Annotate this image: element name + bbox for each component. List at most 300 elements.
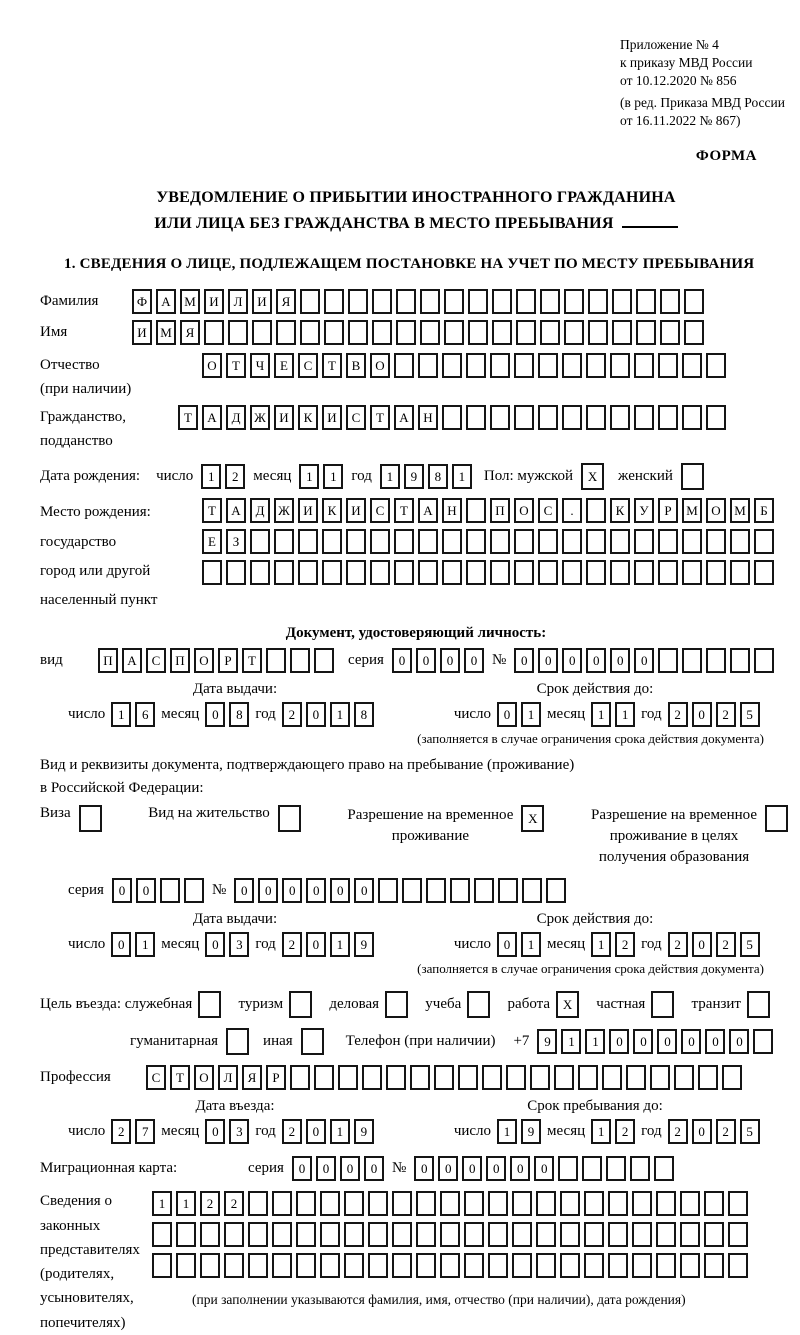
purpose-study-checkbox — [467, 991, 490, 1018]
form-cell — [582, 1156, 602, 1181]
entry-purpose-row — [40, 991, 770, 1018]
form-cell — [538, 405, 558, 430]
form-cell: 6 — [135, 702, 155, 727]
temp-residence-edu-option — [591, 805, 788, 868]
form-cell — [674, 1065, 694, 1090]
form-cell: 1 — [497, 1119, 517, 1144]
purpose-other-checkbox — [301, 1028, 324, 1055]
form-cell — [706, 529, 726, 554]
representatives-label-line2: законных — [40, 1217, 101, 1234]
form-cell — [586, 405, 606, 430]
given-name-cells — [132, 320, 704, 345]
form-cell: 0 — [462, 1156, 482, 1181]
form-cell — [160, 878, 180, 903]
temp-residence-edu-label-line3: получения образования — [598, 849, 750, 866]
phone-prefix: +7 — [513, 1033, 530, 1050]
visa-option — [40, 805, 102, 832]
form-cell: 0 — [586, 648, 606, 673]
form-cell: М — [730, 498, 750, 523]
doc-date-headers — [40, 681, 792, 698]
form-cell — [248, 1253, 268, 1278]
form-cell — [564, 289, 584, 314]
form-cell: Б — [754, 498, 774, 523]
given-name-label: Имя — [40, 324, 68, 341]
form-cell — [706, 405, 726, 430]
form-cell: П — [490, 498, 510, 523]
birth-month-cells — [299, 464, 343, 489]
doc-dates-row — [40, 702, 792, 727]
form-cell — [338, 1065, 358, 1090]
form-cell: О — [514, 498, 534, 523]
form-cell: Я — [180, 320, 200, 345]
phone-cells — [537, 1029, 773, 1054]
form-cell — [322, 560, 342, 585]
form-cell — [396, 320, 416, 345]
form-cell — [562, 529, 582, 554]
form-cell: 2 — [668, 932, 688, 957]
purpose-business-label: деловая — [329, 996, 380, 1013]
form-cell — [684, 289, 704, 314]
form-cell: 0 — [330, 878, 350, 903]
form-cell: 0 — [705, 1029, 725, 1054]
form-cell — [224, 1253, 244, 1278]
form-cell — [370, 560, 390, 585]
temp-residence-edu-label-line1: Разрешение на временное — [591, 807, 757, 824]
identity-doc-heading: Документ, удостоверяющий личность: — [285, 625, 547, 642]
doc-series-cells — [392, 648, 484, 673]
form-cell — [394, 353, 414, 378]
form-cell: Н — [418, 405, 438, 430]
form-cell: 1 — [299, 464, 319, 489]
form-cell: А — [202, 405, 222, 430]
form-cell — [706, 353, 726, 378]
citizenship-row — [40, 405, 792, 453]
form-cell: 1 — [521, 932, 541, 957]
form-cell — [418, 560, 438, 585]
form-cell — [634, 560, 654, 585]
form-cell — [606, 1156, 626, 1181]
form-cell — [416, 1253, 436, 1278]
purpose-official-checkbox — [198, 991, 221, 1018]
temp-residence-label — [347, 805, 513, 847]
form-cell: 0 — [316, 1156, 336, 1181]
form-cell: А — [156, 289, 176, 314]
form-cell — [602, 1065, 622, 1090]
form-cell: 0 — [205, 1119, 225, 1144]
form-cell: С — [538, 498, 558, 523]
day-label: число — [68, 936, 106, 953]
form-cell: 0 — [112, 878, 132, 903]
doc-number-cells — [514, 648, 774, 673]
form-title-line1: УВЕДОМЛЕНИЕ О ПРИБЫТИИ ИНОСТРАННОГО ГРАЖДАНИНА — [156, 189, 676, 207]
form-cell — [296, 1222, 316, 1247]
form-cell — [416, 1222, 436, 1247]
form-title-line2: ИЛИ ЛИЦА БЕЗ ГРАЖДАНСТВА В МЕСТО ПРЕБЫВАНИЯ — [154, 214, 614, 232]
migration-card-label: Миграционная карта: — [40, 1160, 178, 1177]
form-cell — [536, 1253, 556, 1278]
given-name-row — [40, 320, 792, 345]
form-cell — [370, 529, 390, 554]
annex-edition-line: от 16.11.2022 № 867) — [620, 112, 741, 128]
form-cell: Р — [266, 1065, 286, 1090]
form-cell: С — [146, 1065, 166, 1090]
form-cell — [458, 1065, 478, 1090]
representatives-cells-line3 — [152, 1253, 748, 1278]
doc-issue-year-cells — [282, 702, 374, 727]
form-cell: Я — [242, 1065, 262, 1090]
form-cell: 0 — [729, 1029, 749, 1054]
form-cell: Л — [218, 1065, 238, 1090]
form-cell — [468, 289, 488, 314]
permit-dates-row — [40, 932, 792, 957]
form-cell — [184, 878, 204, 903]
form-cell — [754, 560, 774, 585]
form-cell: 2 — [615, 932, 635, 957]
form-cell — [706, 648, 726, 673]
form-cell — [490, 529, 510, 554]
form-cell — [394, 529, 414, 554]
form-cell — [202, 560, 222, 585]
form-cell: 1 — [323, 464, 343, 489]
form-cell — [704, 1191, 724, 1216]
form-cell — [416, 1191, 436, 1216]
form-cell: И — [322, 405, 342, 430]
form-cell — [584, 1253, 604, 1278]
form-cell — [546, 878, 566, 903]
form-cell — [682, 560, 702, 585]
form-cell: 2 — [282, 702, 302, 727]
form-cell — [300, 289, 320, 314]
form-cell: 0 — [205, 932, 225, 957]
permit-series-cells — [112, 878, 204, 903]
form-cell: С — [370, 498, 390, 523]
form-cell: 8 — [428, 464, 448, 489]
form-cell — [656, 1222, 676, 1247]
entry-dates-row — [40, 1119, 792, 1144]
form-cell — [498, 878, 518, 903]
form-cell — [248, 1191, 268, 1216]
residence-permit-label: Вид на жительство — [148, 805, 270, 822]
form-cell — [474, 878, 494, 903]
form-cell: 0 — [633, 1029, 653, 1054]
form-cell — [420, 320, 440, 345]
representatives-cells-line2 — [152, 1222, 748, 1247]
form-cell — [654, 1156, 674, 1181]
form-cell: Ж — [250, 405, 270, 430]
form-cell — [681, 463, 704, 490]
form-cell: 1 — [135, 932, 155, 957]
form-cell — [466, 498, 486, 523]
form-cell: 0 — [392, 648, 412, 673]
form-cell — [440, 1222, 460, 1247]
form-cell — [324, 320, 344, 345]
form-cell — [482, 1065, 502, 1090]
form-cell: М — [156, 320, 176, 345]
form-cell — [522, 878, 542, 903]
form-cell: 2 — [200, 1191, 220, 1216]
year-label: год — [641, 1123, 662, 1140]
sex-male-checkbox — [581, 463, 604, 490]
form-cell — [658, 648, 678, 673]
form-cell: С — [146, 648, 166, 673]
temp-residence-edu-label — [591, 805, 757, 868]
patronymic-cells — [202, 353, 726, 378]
form-cell — [747, 991, 770, 1018]
form-cell — [362, 1065, 382, 1090]
form-cell — [348, 320, 368, 345]
form-cell: О — [370, 353, 390, 378]
patronymic-label-line1: Отчество — [40, 357, 100, 374]
form-cell — [722, 1065, 742, 1090]
form-cell — [558, 1156, 578, 1181]
form-cell — [612, 289, 632, 314]
form-cell: 0 — [497, 932, 517, 957]
form-cell — [634, 353, 654, 378]
form-cell: Т — [242, 648, 262, 673]
purpose-humanitarian-label: гуманитарная — [130, 1033, 219, 1050]
form-cell: 0 — [497, 702, 517, 727]
doc-type-cells — [98, 648, 334, 673]
representatives-label-line6: попечителях) — [40, 1314, 126, 1331]
form-cell: 0 — [562, 648, 582, 673]
form-cell — [488, 1191, 508, 1216]
purpose-second-line — [40, 1028, 792, 1055]
permit-date-headers — [40, 911, 792, 928]
form-cell: 0 — [414, 1156, 434, 1181]
form-cell: 2 — [282, 1119, 302, 1144]
form-cell — [466, 353, 486, 378]
form-cell — [728, 1253, 748, 1278]
purpose-business-checkbox — [385, 991, 408, 1018]
form-cell: К — [298, 405, 318, 430]
form-cell — [488, 1222, 508, 1247]
permit-issue-month-cells — [205, 932, 249, 957]
profession-label: Профессия — [40, 1069, 111, 1086]
form-cell: 1 — [591, 932, 611, 957]
form-cell — [540, 289, 560, 314]
form-cell: 1 — [615, 702, 635, 727]
migration-series-label: серия — [248, 1160, 284, 1177]
form-cell — [464, 1253, 484, 1278]
surname-label: Фамилия — [40, 293, 99, 310]
form-title — [40, 185, 792, 236]
form-cell: 0 — [609, 1029, 629, 1054]
form-cell: И — [132, 320, 152, 345]
form-cell — [632, 1191, 652, 1216]
form-cell: А — [226, 498, 246, 523]
permit-number-cells — [234, 878, 566, 903]
form-word: ФОРМА — [695, 148, 757, 165]
form-cell — [530, 1065, 550, 1090]
form-cell — [368, 1191, 388, 1216]
form-cell — [490, 353, 510, 378]
entry-date-headers — [40, 1098, 792, 1115]
form-cell — [584, 1222, 604, 1247]
form-cell: 2 — [224, 1191, 244, 1216]
form-cell — [290, 1065, 310, 1090]
doc-series-label: серия — [348, 652, 384, 669]
form-cell — [344, 1222, 364, 1247]
form-cell: 0 — [306, 1119, 326, 1144]
form-cell — [512, 1191, 532, 1216]
form-cell — [730, 529, 750, 554]
form-cell — [466, 560, 486, 585]
purpose-transit-checkbox — [747, 991, 770, 1018]
form-cell: 5 — [740, 1119, 760, 1144]
form-cell — [538, 353, 558, 378]
form-cell — [440, 1253, 460, 1278]
form-cell — [728, 1191, 748, 1216]
month-label: месяц — [547, 936, 586, 953]
month-label: месяц — [161, 706, 200, 723]
purpose-tourism-checkbox — [289, 991, 312, 1018]
form-cell: Ч — [250, 353, 270, 378]
form-cell — [562, 405, 582, 430]
birth-date-label: Дата рождения: — [40, 468, 141, 485]
form-cell — [636, 289, 656, 314]
form-cell — [632, 1253, 652, 1278]
form-cell: 0 — [306, 702, 326, 727]
doc-issue-month-cells — [205, 702, 249, 727]
form-cell — [396, 289, 416, 314]
surname-cells — [132, 289, 704, 314]
citizenship-label — [40, 405, 178, 453]
year-label: год — [255, 706, 276, 723]
form-cell — [320, 1253, 340, 1278]
entry-day-cells — [111, 1119, 155, 1144]
form-cell — [248, 1222, 268, 1247]
form-cell: 1 — [201, 464, 221, 489]
form-cell: 0 — [306, 932, 326, 957]
form-cell — [658, 405, 678, 430]
form-cell — [608, 1222, 628, 1247]
form-cell: 0 — [692, 932, 712, 957]
form-cell — [514, 353, 534, 378]
form-cell: 1 — [591, 702, 611, 727]
form-cell — [152, 1222, 172, 1247]
visa-checkbox — [79, 805, 102, 832]
form-cell: М — [180, 289, 200, 314]
form-cell: 8 — [229, 702, 249, 727]
form-cell — [560, 1222, 580, 1247]
form-cell — [562, 353, 582, 378]
purpose-private-checkbox — [651, 991, 674, 1018]
form-cell: 1 — [452, 464, 472, 489]
stay-year-cells — [668, 1119, 760, 1144]
form-cell — [512, 1222, 532, 1247]
migration-card-row — [40, 1156, 792, 1181]
form-cell: 2 — [282, 932, 302, 957]
form-cell — [392, 1253, 412, 1278]
doc-number-label: № — [491, 652, 507, 669]
form-cell — [410, 1065, 430, 1090]
temp-residence-checkbox — [521, 805, 544, 832]
form-cell — [516, 320, 536, 345]
patronymic-label — [40, 353, 202, 401]
form-cell: 0 — [538, 648, 558, 673]
form-cell — [250, 529, 270, 554]
form-cell — [584, 1191, 604, 1216]
day-label: число — [453, 706, 492, 723]
form-cell: 0 — [234, 878, 254, 903]
form-cell: 5 — [740, 702, 760, 727]
form-cell — [516, 289, 536, 314]
form-cell — [658, 353, 678, 378]
validity-note: (заполняется в случае ограничения срока действия документа) — [417, 961, 764, 977]
residence-permit-option — [148, 805, 300, 832]
form-cell — [444, 289, 464, 314]
form-cell: О — [202, 353, 222, 378]
form-cell — [467, 991, 490, 1018]
form-cell — [320, 1191, 340, 1216]
form-cell: Ж — [274, 498, 294, 523]
patronymic-label-line2: (при наличии) — [40, 381, 132, 398]
form-cell — [442, 529, 462, 554]
form-cell — [560, 1191, 580, 1216]
form-cell — [289, 991, 312, 1018]
form-cell — [536, 1222, 556, 1247]
form-cell — [634, 529, 654, 554]
day-label: число — [156, 468, 194, 485]
form-cell: 0 — [340, 1156, 360, 1181]
form-cell: 0 — [692, 1119, 712, 1144]
purpose-transit-label: транзит — [691, 996, 741, 1013]
form-cell — [200, 1253, 220, 1278]
form-cell: З — [226, 529, 246, 554]
form-cell — [372, 289, 392, 314]
form-cell — [272, 1191, 292, 1216]
form-cell — [704, 1222, 724, 1247]
annex-reference — [620, 36, 792, 130]
female-label: женский — [618, 468, 673, 485]
purpose-private-label: частная — [596, 996, 646, 1013]
form-cell: 2 — [668, 1119, 688, 1144]
year-label: год — [351, 468, 372, 485]
form-cell: М — [682, 498, 702, 523]
doc-valid-day-cells — [497, 702, 541, 727]
form-cell: И — [274, 405, 294, 430]
purpose-study-label: учеба — [425, 996, 462, 1013]
form-cell — [464, 1222, 484, 1247]
birth-place-cells-line3 — [202, 560, 774, 585]
form-cell: 9 — [354, 932, 374, 957]
form-cell: Т — [226, 353, 246, 378]
form-cell — [296, 1253, 316, 1278]
form-cell: 3 — [229, 1119, 249, 1144]
form-cell — [660, 320, 680, 345]
purpose-work-checkbox — [556, 991, 579, 1018]
form-cell — [636, 320, 656, 345]
form-cell — [610, 405, 630, 430]
migration-number-label: № — [391, 1160, 407, 1177]
stay-doc-text-line1: Вид и реквизиты документа, подтверждающего право на пребывание (проживание) — [40, 757, 575, 774]
form-cell — [442, 560, 462, 585]
form-cell: П — [170, 648, 190, 673]
form-cell — [298, 560, 318, 585]
annex-line: к приказу МВД России — [620, 55, 753, 71]
form-cell — [560, 1253, 580, 1278]
form-cell — [680, 1222, 700, 1247]
form-cell: 0 — [692, 702, 712, 727]
form-cell — [276, 320, 296, 345]
day-label: число — [453, 936, 492, 953]
form-cell — [538, 529, 558, 554]
form-cell — [632, 1222, 652, 1247]
form-cell: 1 — [561, 1029, 581, 1054]
form-cell — [514, 560, 534, 585]
form-cell: О — [706, 498, 726, 523]
form-cell: 2 — [111, 1119, 131, 1144]
